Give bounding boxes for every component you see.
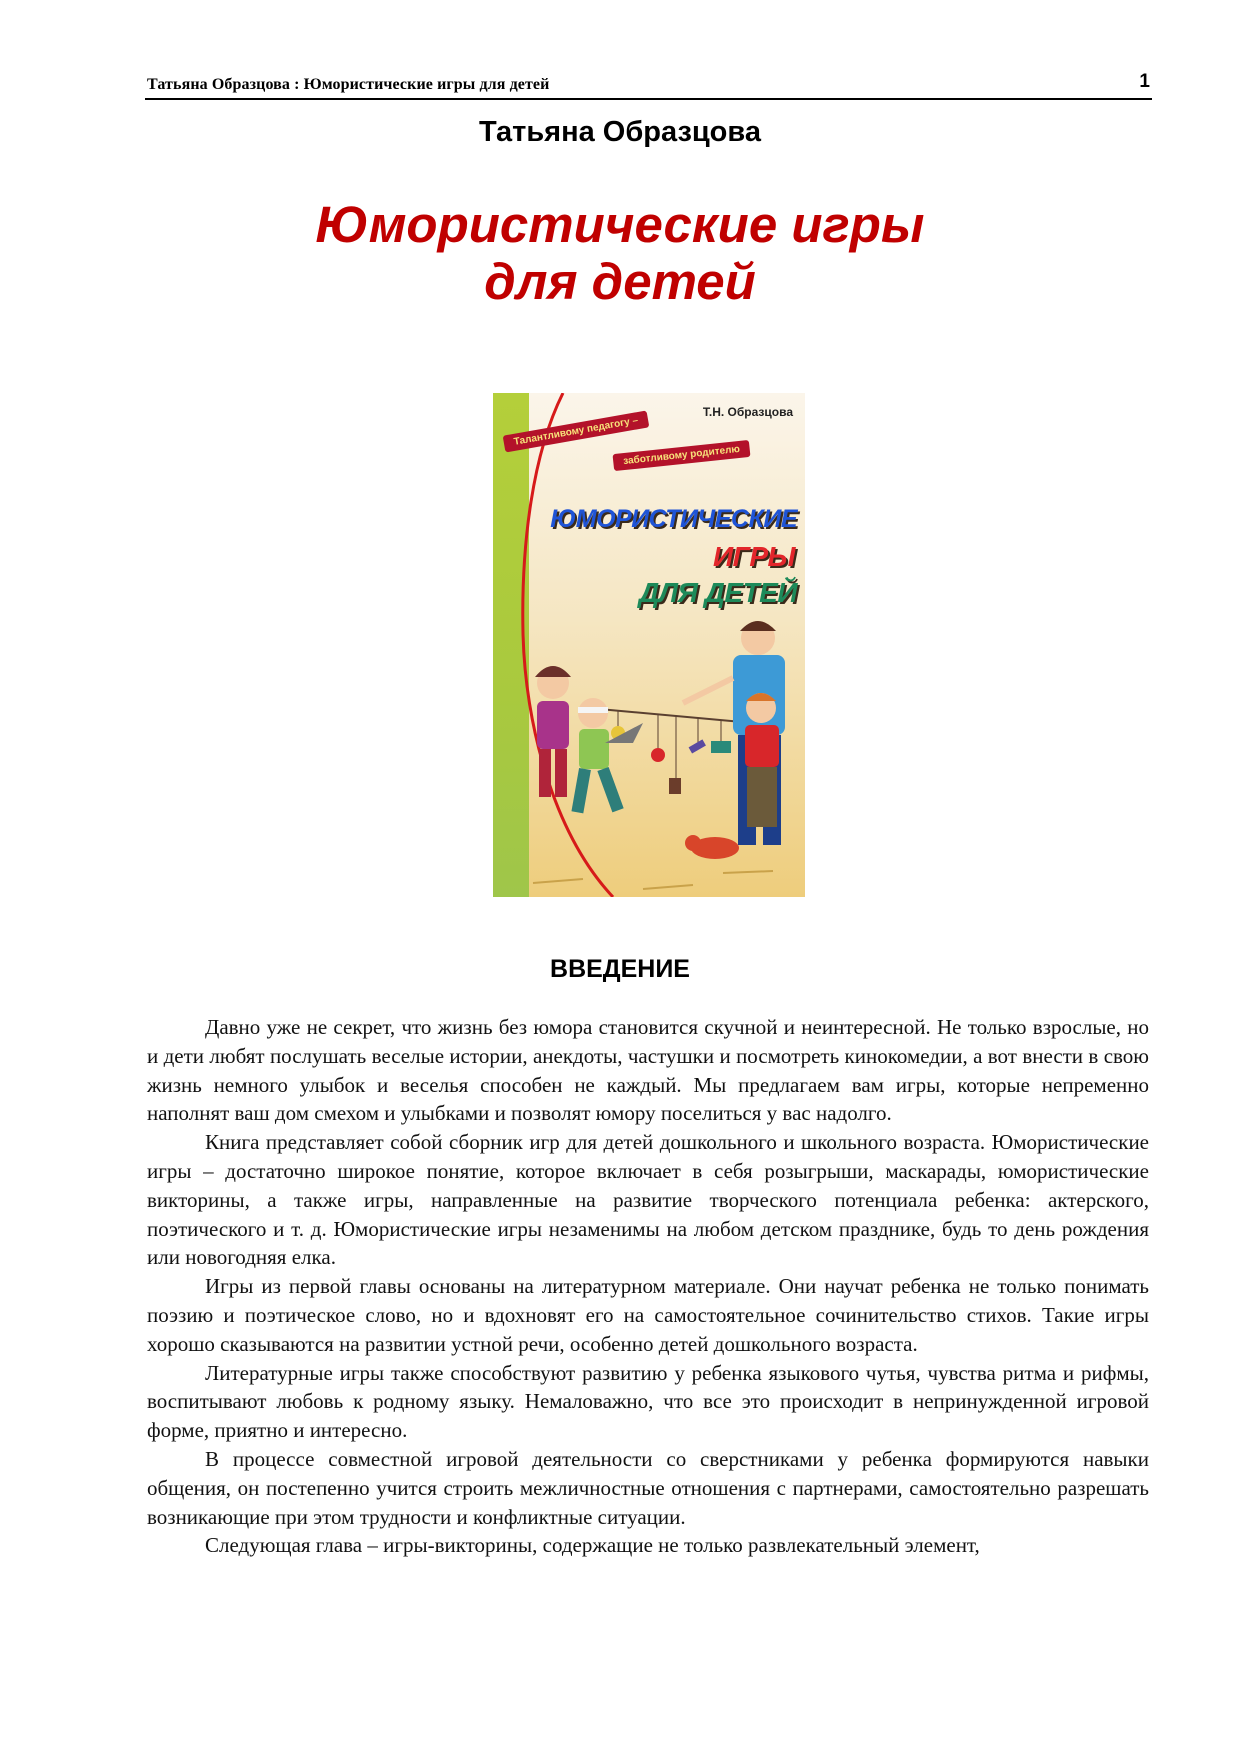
- running-title: Татьяна Образцова : Юмористические игры для детей: [147, 76, 550, 93]
- cover-ribbon-1: Талантливому педагогу –: [503, 410, 650, 452]
- paragraph: Литературные игры также способствуют развитию у ребенка языкового чутья, чувства ритма и рифмы, воспитывают любовь к родному языку. Немаловажно, что все это происходит в непринужденной игровой форме, приятно и интересно.: [147, 1360, 1149, 1443]
- paragraph: Давно уже не секрет, что жизнь без юмора становится скучной и неинтересной. Не только взрослые, но и дети любят послушать веселые истории, анекдоты, частушки и посмотреть кинокомедии, а вот внести в свою жизнь немного улыбок и веселья способен не каждый. Мы предлагаем вам игры, которые непременно наполнят ваш дом смехом и улыбками и позволят юмору поселиться у вас надолго.: [147, 1015, 1149, 1126]
- cover-title-line-1: ЮМОРИСТИЧЕСКИЕ: [550, 505, 797, 533]
- paragraph: Игры из первой главы основаны на литературном материале. Они научат ребенка не только понимать поэзию и поэтическое слово, но и вдохновят его на самостоятельное сочинительство стихов. Такие игры хорошо сказываются на развитии устной речи, особенно детей дошкольного возраста.: [147, 1274, 1149, 1356]
- cover-title-line-2: ИГРЫ: [713, 541, 795, 572]
- cover-title-line-3: ДЛЯ ДЕТЕЙ: [639, 577, 797, 608]
- book-title-line-1: Юмористические игры: [315, 196, 925, 253]
- book-cover-image: [493, 393, 805, 897]
- author-name: Татьяна Образцова: [479, 116, 761, 148]
- paragraph: Следующая глава – игры-викторины, содержащие не только развлекательный элемент,: [205, 1533, 980, 1558]
- cover-ribbon-2: заботливому родителю: [612, 440, 750, 471]
- body-text: [147, 1013, 1149, 1560]
- cover-illustration: [493, 593, 805, 897]
- paragraph: В процессе совместной игровой деятельности со сверстниками у ребенка формируются навыки общения, он постепенно учится строить межличностные отношения с партнерами, самостоятельно разрешать возникающие при этом трудности и конфликтные ситуации.: [147, 1446, 1149, 1529]
- page-number: 1: [1139, 71, 1150, 92]
- paragraph: Книга представляет собой сборник игр для детей дошкольного и школьного возраста. Юмористические игры – достаточно широкое понятие, которое включает в себя розыгрыши, маскарады, юмористические викторины, а также игры, направленные на развитие творческого потенциала ребенка: актерского, поэтического и т. д. Юмористические игры незаменимы на любом детском празднике, будь то день рождения или новогодняя елка.: [147, 1130, 1149, 1270]
- book-title-line-2: для детей: [484, 253, 756, 310]
- section-heading: ВВЕДЕНИЕ: [550, 955, 690, 983]
- cover-author: Т.Н. Образцова: [702, 405, 793, 419]
- running-header: [145, 70, 1152, 100]
- book-title: [0, 196, 1240, 310]
